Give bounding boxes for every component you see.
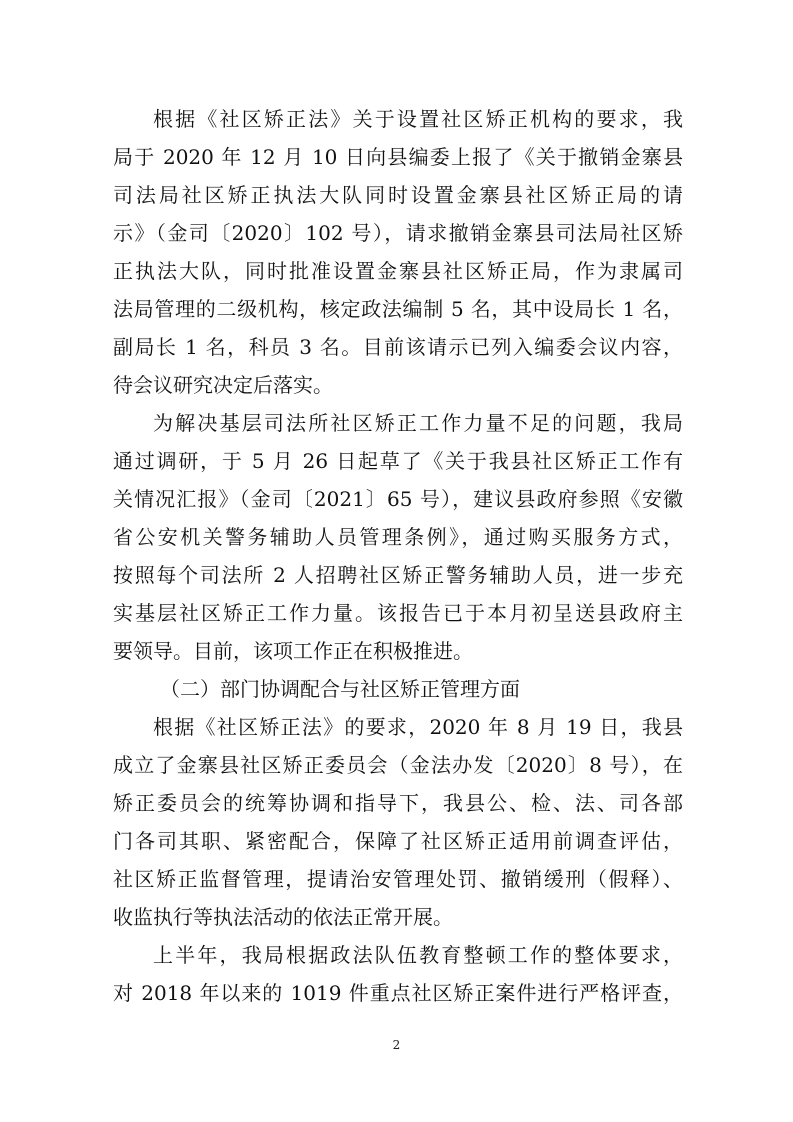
paragraph-line: 示》（金司〔2020〕102 号），请求撤销金寨县司法局社区矫 — [113, 221, 683, 245]
paragraph-line: 法局管理的二级机构，核定政法编制 5 名，其中设局长 1 名， — [113, 297, 683, 321]
paragraph-line: 上半年，我局根据政法队伍教育整顿工作的整体要求， — [153, 943, 683, 967]
paragraph-line: 局于 2020 年 12 月 10 日向县编委上报了《关于撤销金寨县 — [113, 145, 683, 169]
paragraph-line: 为解决基层司法所社区矫正工作力量不足的问题，我局 — [153, 411, 683, 435]
paragraph-line: 按照每个司法所 2 人招聘社区矫正警务辅助人员，进一步充 — [113, 563, 683, 587]
paragraph-line: 省公安机关警务辅助人员管理条例》，通过购买服务方式， — [113, 525, 683, 549]
paragraph-line: 待会议研究决定后落实。 — [113, 373, 333, 397]
paragraph-line: 根据《社区矫正法》的要求，2020 年 8 月 19 日，我县 — [153, 715, 683, 739]
paragraph-line: 要领导。目前，该项工作正在积极推进。 — [113, 639, 473, 663]
paragraph-line: 门各司其职、紧密配合，保障了社区矫正适用前调查评估， — [113, 829, 683, 853]
paragraph-line: 矫正委员会的统筹协调和指导下，我县公、检、法、司各部 — [113, 791, 683, 815]
page-number: 2 — [392, 1038, 401, 1052]
paragraph-line: 副局长 1 名，科员 3 名。目前该请示已列入编委会议内容， — [113, 335, 683, 359]
paragraph-line: 正执法大队，同时批准设置金寨县社区矫正局，作为隶属司 — [113, 259, 683, 283]
paragraph-line: 关情况汇报》（金司〔2021〕65 号），建议县政府参照《安徽 — [113, 487, 683, 511]
paragraph-line: 通过调研，于 5 月 26 日起草了《关于我县社区矫正工作有 — [113, 449, 683, 473]
paragraph-line: 实基层社区矫正工作力量。该报告已于本月初呈送县政府主 — [113, 601, 683, 625]
paragraph-line: 对 2018 年以来的 1019 件重点社区矫正案件进行严格评查， — [113, 981, 683, 1005]
paragraph-line: 根据《社区矫正法》关于设置社区矫正机构的要求，我 — [153, 107, 683, 131]
paragraph-line: 收监执行等执法活动的依法正常开展。 — [113, 905, 453, 929]
paragraph-line: 社区矫正监督管理，提请治安管理处罚、撤销缓刑（假释）、 — [113, 867, 683, 891]
section-heading: （二）部门协调配合与社区矫正管理方面 — [160, 677, 520, 701]
paragraph-line: 成立了金寨县社区矫正委员会（金法办发〔2020〕8 号），在 — [113, 753, 683, 777]
paragraph-line: 司法局社区矫正执法大队同时设置金寨县社区矫正局的请 — [113, 183, 683, 207]
